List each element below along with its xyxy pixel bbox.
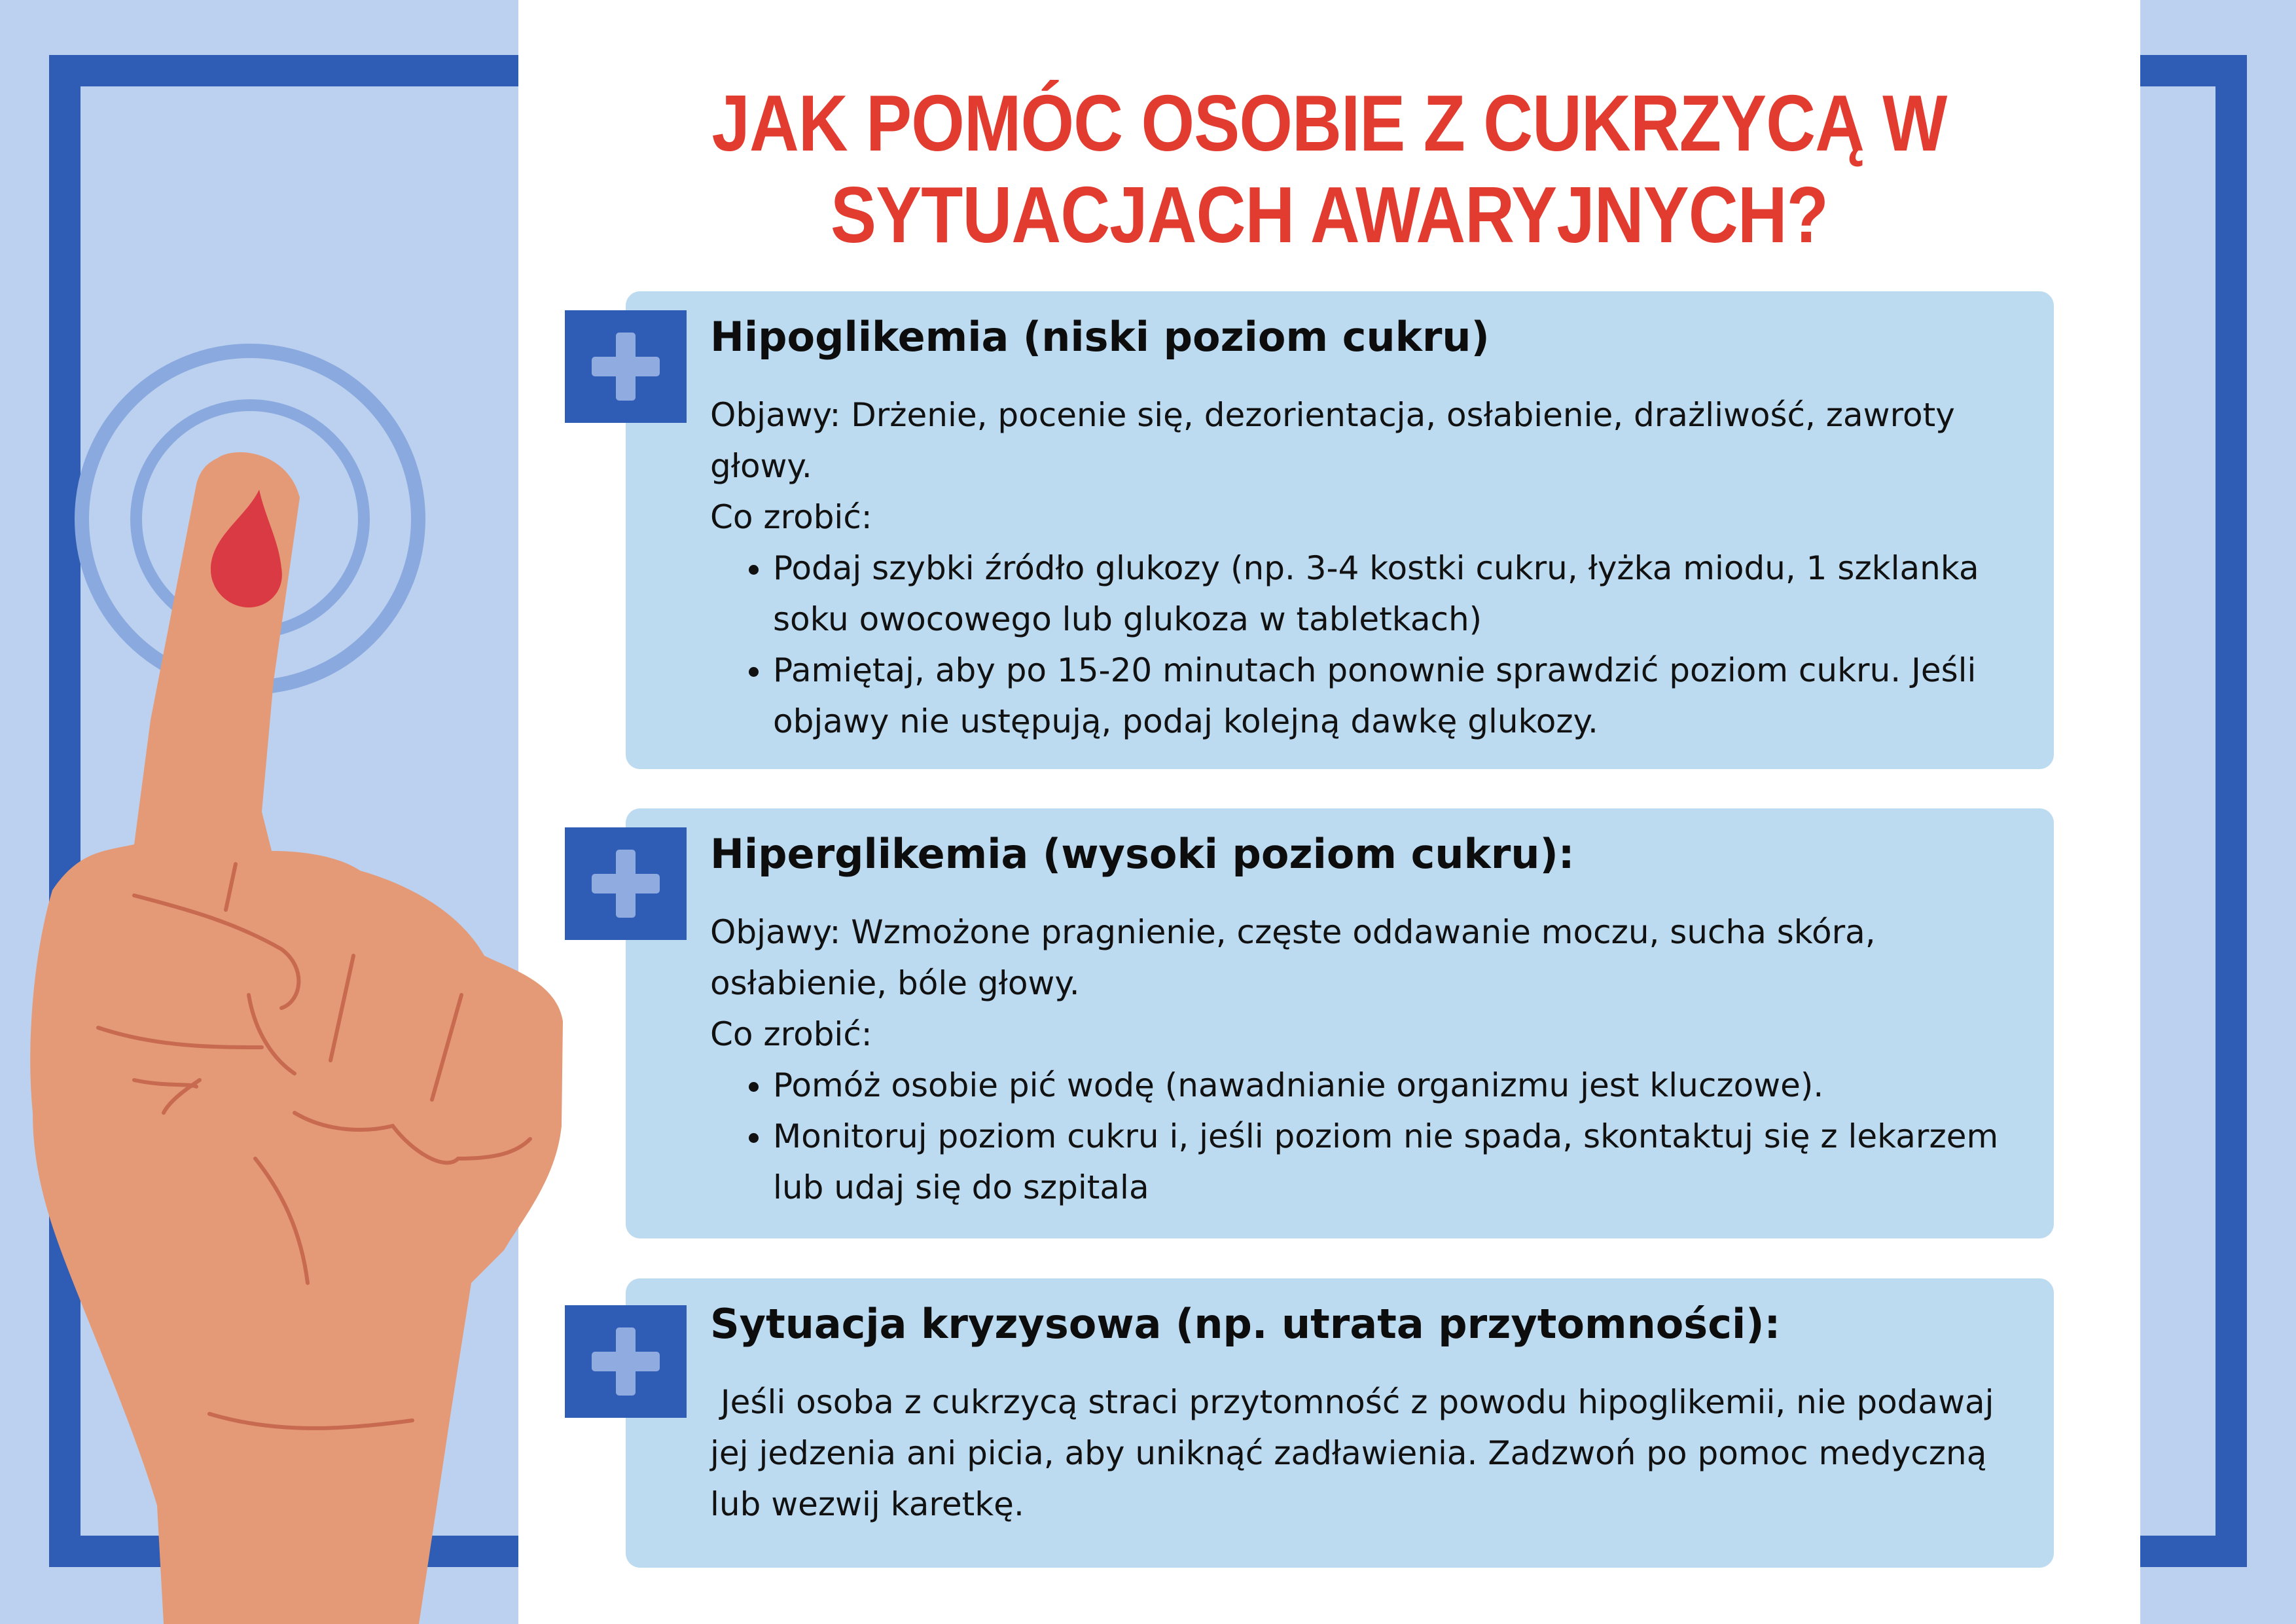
finger-hand-icon — [0, 308, 576, 1624]
page-title-line-1: JAK POMÓC OSOBIE Z CUKRZYCĄ W — [711, 79, 1947, 168]
action-list — [710, 543, 2015, 747]
plus-icon — [565, 1305, 687, 1418]
todo-label: Co zrobić: — [710, 1015, 872, 1053]
plus-icon — [565, 310, 687, 423]
crisis-text: Jeśli osoba z cukrzycą straci przytomność z powodu hipoglikemii, nie podawaj jej jedzenia ani picia, aby uniknąć zadławienia. Zadzwoń po pomoc medyczną lub wezwij karetkę. — [710, 1383, 2005, 1523]
symptoms-text: Objawy: Wzmożone pragnienie, częste oddawanie moczu, sucha skóra, osłabienie, bóle głowy. — [710, 913, 1876, 1002]
symptoms-text: Objawy: Drżenie, pocenie się, dezorientacja, osłabienie, drażliwość, zawroty głowy. — [710, 396, 1955, 485]
list-item: • Podaj szybki źródło glukozy (np. 3-4 kostki cukru, łyżka miodu, 1 szklanka soku owocowego lub glukoza w tabletkach) — [773, 543, 2015, 645]
section-card-body — [710, 828, 2015, 1213]
section-card-crisis — [626, 1278, 2054, 1568]
action-list — [710, 1060, 2015, 1213]
section-heading: Hiperglikemia (wysoki poziom cukru): — [710, 830, 1575, 878]
page-title — [632, 77, 2026, 261]
section-card-hypoglycemia — [626, 291, 2054, 769]
list-item: • Monitoruj poziom cukru i, jeśli poziom nie spada, skontaktuj się z lekarzem lub udaj się do szpitala — [773, 1111, 2015, 1213]
list-item: • Pomóż osobie pić wodę (nawadnianie organizmu jest kluczowe). — [773, 1060, 2015, 1111]
list-item: • Pamiętaj, aby po 15-20 minutach ponownie sprawdzić poziom cukru. Jeśli objawy nie ustępują, podaj kolejną dawkę glukozy. — [773, 645, 2015, 747]
page-title-line-2: SYTUACJACH AWARYJNYCH? — [831, 170, 1828, 259]
section-heading: Hipoglikemia (niski poziom cukru) — [710, 313, 1490, 361]
section-card-hyperglycemia — [626, 808, 2054, 1238]
section-card-body — [710, 1298, 2015, 1530]
todo-label: Co zrobić: — [710, 498, 872, 536]
section-card-body — [710, 311, 2015, 747]
plus-icon — [565, 827, 687, 940]
section-heading: Sytuacja kryzysowa (np. utrata przytomności): — [710, 1300, 1781, 1348]
